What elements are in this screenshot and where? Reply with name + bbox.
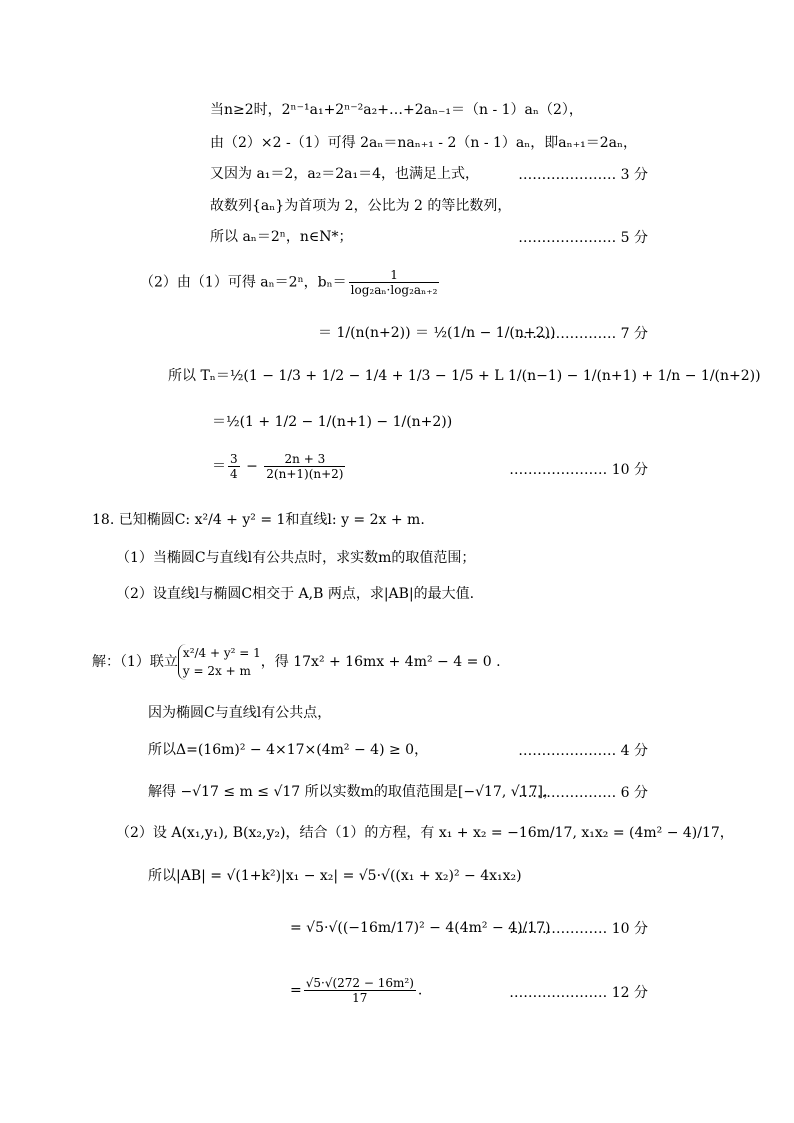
part2-line-2: ＝ 1/(n(n+2)) ＝ ½(1/n − 1/(n+2)) — [318, 325, 556, 341]
question-18-part-1: （1）当椭圆C与直线l有公共点时，求实数m的取值范围； — [116, 550, 476, 566]
part2-line-4: ＝½(1 + 1/2 − 1/(n+1) − 1/(n+2)) — [212, 414, 453, 430]
derivation-line-4: 故数列{aₙ}为首项为 2，公比为 2 的等比数列， — [210, 198, 512, 214]
solution-line-7: = √5·√((−16m/17)² − 4(4m² − 4)/17) — [290, 920, 551, 936]
b-numerator: 1 — [390, 268, 398, 282]
score-7: ………………… 7 分 — [518, 326, 648, 342]
tn-result-num: 2n + 3 — [284, 452, 326, 466]
final-end: . — [417, 982, 423, 999]
question-18-title — [92, 510, 425, 530]
q18-prefix: 18. 已知椭圆 — [92, 512, 175, 528]
score-5: ………………… 5 分 — [518, 230, 648, 246]
part2-line-5: ＝ $\frac{3}{4}$ − $\frac{2n + 3}{2(n+1)(n+2)}$ — [212, 452, 344, 481]
tn-result-prefix: ＝ — [212, 458, 226, 475]
tn-result-fraction — [264, 452, 345, 481]
solution-line-6: 所以|AB| = √(1+k²)|x₁ − x₂| = √5·√((x₁ + x₂)² − 4x₁x₂) — [148, 868, 522, 884]
score-10-b: ………………… 10 分 — [509, 921, 648, 937]
q18-ellipse: C: x²/4 + y² = 1 — [174, 512, 286, 528]
question-18-part-2: （2）设直线l与椭圆C相交于 A,B 两点，求|AB|的最大值. — [116, 586, 475, 602]
final-numerator: √5·√(272 − 16m²) — [305, 976, 414, 990]
tn-expression: ½(1 − 1/3 + 1/2 − 1/4 + 1/3 − 1/5 + L 1/(n−1) − 1/(n+1) + 1/n − 1/(n+2)) — [229, 368, 761, 384]
part2-line-3 — [168, 366, 761, 386]
solution-line-4: 解得 −√17 ≤ m ≤ √17 所以实数m的取值范围是[−√17, √17]， — [148, 784, 557, 800]
final-prefix: = — [290, 982, 302, 999]
three-quarters-num: 3 — [230, 452, 238, 466]
score-12: ………………… 12 分 — [509, 985, 648, 1001]
derivation-line-2: 由（2）×2 -（1）可得 2aₙ＝naₙ₊₁ - 2（n - 1）aₙ，即aₙ₊₁＝2aₙ， — [210, 135, 638, 151]
system-eq-1: x²/4 + y² = 1 — [182, 646, 261, 660]
solution-line-2: 因为椭圆C与直线l有公共点， — [148, 705, 332, 721]
system-eq-2: y = 2x + m — [182, 664, 251, 678]
solution-1-suffix: ，得 17x² + 16mx + 4m² − 4 = 0 . — [260, 654, 501, 670]
final-fraction — [304, 976, 416, 1005]
part2-line-1-prefix: （2）由（1）可得 aₙ＝2ⁿ，bₙ＝ — [140, 274, 347, 291]
score-3: ………………… 3 分 — [518, 167, 648, 183]
three-quarters — [228, 452, 240, 481]
part2-line-1 — [140, 268, 441, 297]
score-10-a: ………………… 10 分 — [509, 462, 648, 478]
three-quarters-den: 4 — [230, 467, 238, 481]
solution-line-5: （2）设 A(x₁,y₁), B(x₂,y₂)，结合（1）的方程，有 x₁ + x₂ = −16m/17, x₁x₂ = (4m² − 4)/17， — [116, 825, 734, 841]
q18-line: l: y = 2x + m — [327, 512, 421, 528]
derivation-line-1: 当n≥2时，2ⁿ⁻¹a₁+2ⁿ⁻²a₂+…+2aₙ₋₁＝（n - 1）aₙ（2）， — [210, 102, 583, 118]
q18-end: . — [420, 512, 425, 528]
tn-prefix: 所以 Tₙ＝ — [168, 368, 230, 384]
solution-line-1 — [92, 644, 501, 680]
equation-system — [178, 644, 261, 680]
solution-1-prefix: 解：（1）联立 — [92, 654, 178, 670]
score-6: ………………… 6 分 — [518, 785, 648, 801]
score-4: ………………… 4 分 — [518, 743, 648, 759]
final-denominator: 17 — [304, 990, 416, 1005]
q18-mid: 和直线 — [285, 512, 328, 528]
solution-line-8 — [290, 976, 422, 1005]
derivation-line-5: 所以 aₙ＝2ⁿ，n∈N*； — [210, 229, 353, 245]
tn-result-den: 2(n+1)(n+2) — [266, 467, 344, 481]
b-fraction — [349, 268, 440, 297]
derivation-line-3: 又因为 a₁＝2，a₂＝2a₁＝4，也满足上式， — [210, 166, 480, 182]
b-denominator: log₂aₙ·log₂aₙ₊₂ — [350, 283, 438, 297]
solution-line-3: 所以Δ=(16m)² − 4×17×(4m² − 4) ≥ 0， — [148, 742, 429, 758]
